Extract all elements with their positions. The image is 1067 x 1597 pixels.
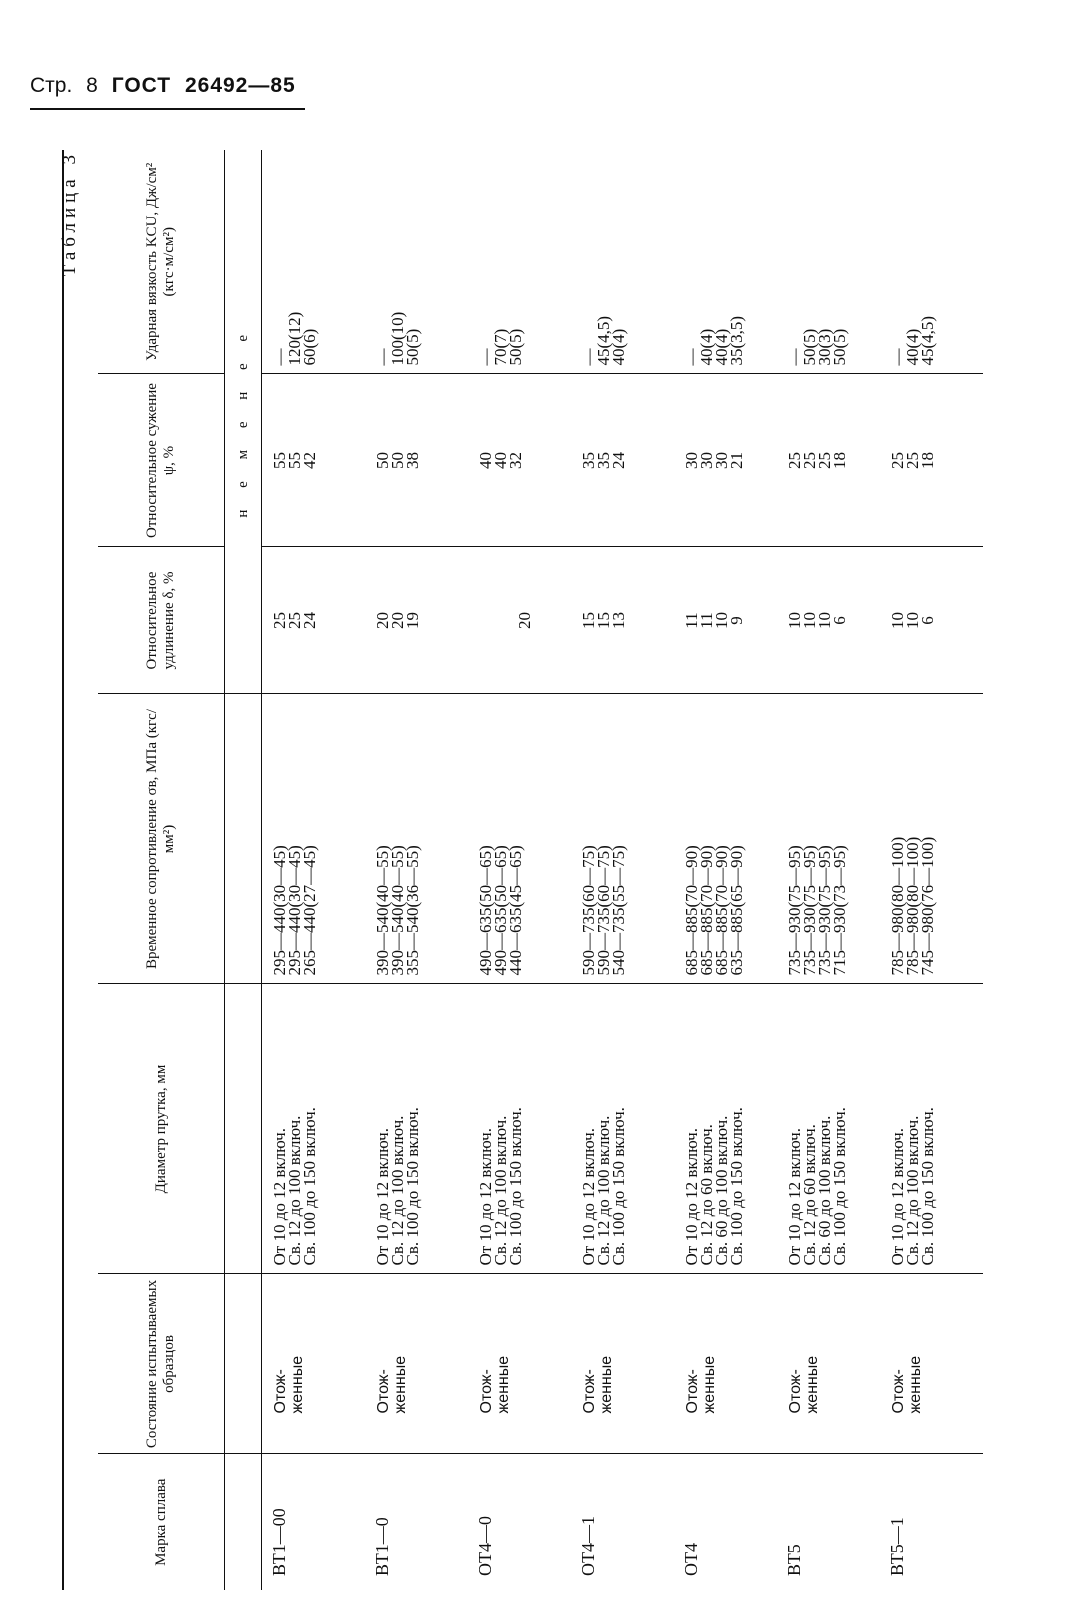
cell-strength [674,694,777,984]
elongation-line: 10 [785,612,804,629]
cell-grade [674,1454,777,1590]
diameter-line: От 10 до 12 включ. [682,1128,701,1266]
elongation-line: 6 [918,616,937,625]
elongation-line: 10 [712,612,731,629]
cell-grade [365,1454,468,1590]
strength-line: 590—735(60—75) [579,845,598,976]
col-impact: Ударная вязкость KCU, Дж/см² (кгс·м/см²) [98,150,225,374]
grade-line: ВТ1—00 [269,1508,289,1576]
impact-line: 50(5) [403,328,422,366]
state-line: Отож- [375,1369,392,1414]
diameter-line: Св. 100 до 150 включ. [830,1107,849,1266]
elongation-line: 25 [270,612,289,629]
state-line: Отож- [272,1369,289,1414]
cell-diameter [262,984,366,1274]
state-line: Отож- [890,1369,907,1414]
elongation-line: 10 [815,612,834,629]
h2-empty [225,1274,262,1454]
impact-line: — [785,348,804,366]
strength-line: 745—980(76—100) [918,836,937,976]
diameter-line: Св. 12 до 100 включ. [594,1115,613,1266]
impact-line: — [476,348,495,366]
header-rule [30,108,305,110]
reduction-line: 24 [609,452,628,469]
diameter-line: От 10 до 12 включ. [785,1128,804,1266]
reduction-line: 21 [727,452,746,469]
grade-line: ОТ4—1 [578,1516,598,1576]
state-line: Отож- [478,1369,495,1414]
elongation-line: 10 [903,612,922,629]
state-line: женные [598,1355,615,1414]
cell-elongation [365,547,468,694]
cell-impact [777,150,880,374]
elongation-line: 20 [373,612,392,629]
cell-reduction [880,374,983,547]
diameter-line: От 10 до 12 включ. [888,1128,907,1266]
reduction-line: 55 [270,452,289,469]
table-row [468,150,571,1590]
strength-line: 635—885(65—90) [727,845,746,976]
impact-line: — [373,348,392,366]
impact-line: 40(4) [903,328,922,366]
cell-diameter [571,984,674,1274]
elongation-line: 15 [579,612,598,629]
rotated-table-block [59,150,952,1590]
cell-elongation [880,547,983,694]
cell-strength [571,694,674,984]
reduction-line: 30 [712,452,731,469]
cell-grade [777,1454,880,1590]
impact-line: 50(5) [830,328,849,366]
state-line: женные [804,1355,821,1414]
state-line: Отож- [787,1369,804,1414]
diameter-line: Св. 12 до 100 включ. [285,1115,304,1266]
cell-reduction [777,374,880,547]
state-line: женные [392,1355,409,1414]
strength-line: 295—440(30—45) [285,845,304,976]
table-row [262,150,366,1590]
elongation-line: 10 [800,612,819,629]
reduction-line: 25 [888,452,907,469]
reduction-line: 35 [594,452,613,469]
gost-number: 26492—85 [184,74,296,97]
cell-state [468,1274,571,1454]
diameter-line: Св. 60 до 100 включ. [712,1115,731,1266]
strength-line: 735—930(75—95) [815,845,834,976]
cell-strength [468,694,571,984]
elongation-line: 11 [682,612,701,629]
cell-reduction [365,374,468,547]
h2-empty [225,984,262,1274]
elongation-line: 9 [727,616,746,625]
impact-line: 40(4) [609,328,628,366]
cell-grade [468,1454,571,1590]
impact-line: 120(12) [285,311,304,366]
cell-strength [880,694,983,984]
reduction-line: 35 [579,452,598,469]
cell-diameter [365,984,468,1274]
elongation-line: 13 [609,612,628,629]
strength-line: 785—980(80—100) [888,836,907,976]
elongation-line: 20 [388,612,407,629]
cell-reduction [262,374,366,547]
cell-strength [365,694,468,984]
cell-elongation [468,547,571,694]
diameter-line: Св. 60 до 100 включ. [815,1115,834,1266]
impact-line: 50(5) [800,328,819,366]
strength-line: 295—440(30—45) [270,845,289,976]
reduction-line: 32 [506,452,525,469]
impact-line: — [270,348,289,366]
cell-grade [262,1454,366,1590]
state-line: женные [907,1355,924,1414]
grade-line: ВТ1—0 [372,1517,392,1576]
strength-line: 715—930(73—95) [830,845,849,976]
table-body [262,150,984,1590]
state-line: женные [289,1355,306,1414]
elongation-line: 11 [697,612,716,629]
diameter-line: Св. 100 до 150 включ. [727,1107,746,1266]
strength-line: 490—635(50—65) [491,845,510,976]
table-row [777,150,880,1590]
table-row [571,150,674,1590]
state-line: Отож- [684,1369,701,1414]
col-diameter: Диаметр прутка, мм [98,984,225,1274]
col-grade: Марка сплава [98,1454,225,1590]
reduction-line: 25 [785,452,804,469]
col-elongation: Относительное удлинение δ, % [98,547,225,694]
reduction-line: 40 [491,452,510,469]
cell-impact [262,150,366,374]
reduction-line: 25 [903,452,922,469]
reduction-line: 50 [388,452,407,469]
table-top-rule [62,150,64,1590]
strength-line: 685—885(70—90) [682,845,701,976]
table-row [880,150,983,1590]
grade-line: ОТ4—0 [475,1516,495,1576]
strength-line: 390—540(40—55) [388,845,407,976]
strength-line: 685—885(70—90) [697,845,716,976]
impact-line: 45(4,5) [918,315,937,366]
elongation-line: 10 [888,612,907,629]
impact-line: 30(3) [815,328,834,366]
table-row [365,150,468,1590]
cell-impact [571,150,674,374]
cell-grade [880,1454,983,1590]
h2-empty [225,1454,262,1590]
impact-line: 60(6) [300,328,319,366]
diameter-line: Св. 12 до 100 включ. [388,1115,407,1266]
diameter-line: От 10 до 12 включ. [579,1128,598,1266]
diameter-line: Св. 12 до 60 включ. [800,1124,819,1266]
elongation-line: 25 [285,612,304,629]
reduction-line: 25 [800,452,819,469]
cell-impact [674,150,777,374]
strength-line: 355—540(36—55) [403,845,422,976]
impact-line: 45(4,5) [594,315,613,366]
impact-line: 40(4) [697,328,716,366]
strength-line: 390—540(40—55) [373,845,392,976]
cell-reduction [674,374,777,547]
diameter-line: От 10 до 12 включ. [270,1128,289,1266]
page-label: Стр. [30,74,73,97]
col-state: Состояние испытываемых образцов [98,1274,225,1454]
reduction-line: 30 [697,452,716,469]
cell-impact [880,150,983,374]
diameter-line: Св. 12 до 100 включ. [491,1115,510,1266]
strength-line: 265—440(27—45) [300,845,319,976]
cell-impact [468,150,571,374]
impact-line: 70(7) [491,328,510,366]
cell-diameter [777,984,880,1274]
cell-state [571,1274,674,1454]
reduction-line: 18 [918,452,937,469]
reduction-line: 55 [285,452,304,469]
elongation-line: 19 [403,612,422,629]
impact-line: 50(5) [506,328,525,366]
cell-diameter [468,984,571,1274]
reduction-line: 50 [373,452,392,469]
strength-line: 685—885(70—90) [712,845,731,976]
page-header [30,74,304,98]
cell-diameter [880,984,983,1274]
min-values-subheader: н е м е н е е [225,150,262,694]
cell-strength [262,694,366,984]
impact-line: 35(3,5) [727,315,746,366]
state-line: Отож- [581,1369,598,1414]
col-reduction: Относительное сужение ψ, % [98,374,225,547]
impact-line: — [888,348,907,366]
page-number: 8 [86,74,98,97]
cell-elongation [777,547,880,694]
impact-line: — [682,348,701,366]
diameter-line: От 10 до 12 включ. [476,1128,495,1266]
table-row [674,150,777,1590]
cell-state [674,1274,777,1454]
elongation-line: 24 [300,612,319,629]
diameter-line: Св. 100 до 150 включ. [609,1107,628,1266]
cell-reduction [571,374,674,547]
reduction-line: 38 [403,452,422,469]
strength-line: 735—930(75—95) [800,845,819,976]
h2-empty [225,694,262,984]
strength-line: 785—980(80—100) [903,836,922,976]
table-caption: Таблица 3 [59,150,80,277]
diameter-line: Св. 12 до 60 включ. [697,1124,716,1266]
diameter-line: Св. 12 до 100 включ. [903,1115,922,1266]
impact-line: 40(4) [712,328,731,366]
cell-state [777,1274,880,1454]
diameter-line: Св. 100 до 150 включ. [300,1107,319,1266]
diameter-line: От 10 до 12 включ. [373,1128,392,1266]
properties-table [98,150,983,1590]
elongation-line: 20 [515,612,534,629]
reduction-line: 42 [300,452,319,469]
reduction-line: 18 [830,452,849,469]
impact-line: — [579,348,598,366]
grade-line: ВТ5—1 [887,1517,907,1576]
impact-line: 100(10) [388,311,407,366]
elongation-line: 6 [830,616,849,625]
strength-line: 440—635(45—65) [506,845,525,976]
diameter-line: Св. 100 до 150 включ. [918,1107,937,1266]
cell-grade [571,1454,674,1590]
cell-elongation [571,547,674,694]
col-strength: Временное сопротивление σв, МПа (кгс/мм²) [98,694,225,984]
cell-elongation [262,547,366,694]
diameter-line: Св. 100 до 150 включ. [506,1107,525,1266]
cell-impact [365,150,468,374]
cell-elongation [674,547,777,694]
cell-strength [777,694,880,984]
gost-label: ГОСТ [111,74,172,97]
grade-line: ВТ5 [784,1544,804,1576]
cell-state [262,1274,366,1454]
reduction-line: 40 [476,452,495,469]
state-line: женные [495,1355,512,1414]
grade-line: ОТ4 [681,1543,701,1576]
strength-line: 540—735(55—75) [609,845,628,976]
cell-state [880,1274,983,1454]
strength-line: 590—735(60—75) [594,845,613,976]
diameter-line: Св. 100 до 150 включ. [403,1107,422,1266]
strength-line: 735—930(75—95) [785,845,804,976]
state-line: женные [701,1355,718,1414]
elongation-line: 15 [594,612,613,629]
cell-state [365,1274,468,1454]
reduction-line: 25 [815,452,834,469]
reduction-line: 30 [682,452,701,469]
strength-line: 490—635(50—65) [476,845,495,976]
cell-reduction [468,374,571,547]
cell-diameter [674,984,777,1274]
